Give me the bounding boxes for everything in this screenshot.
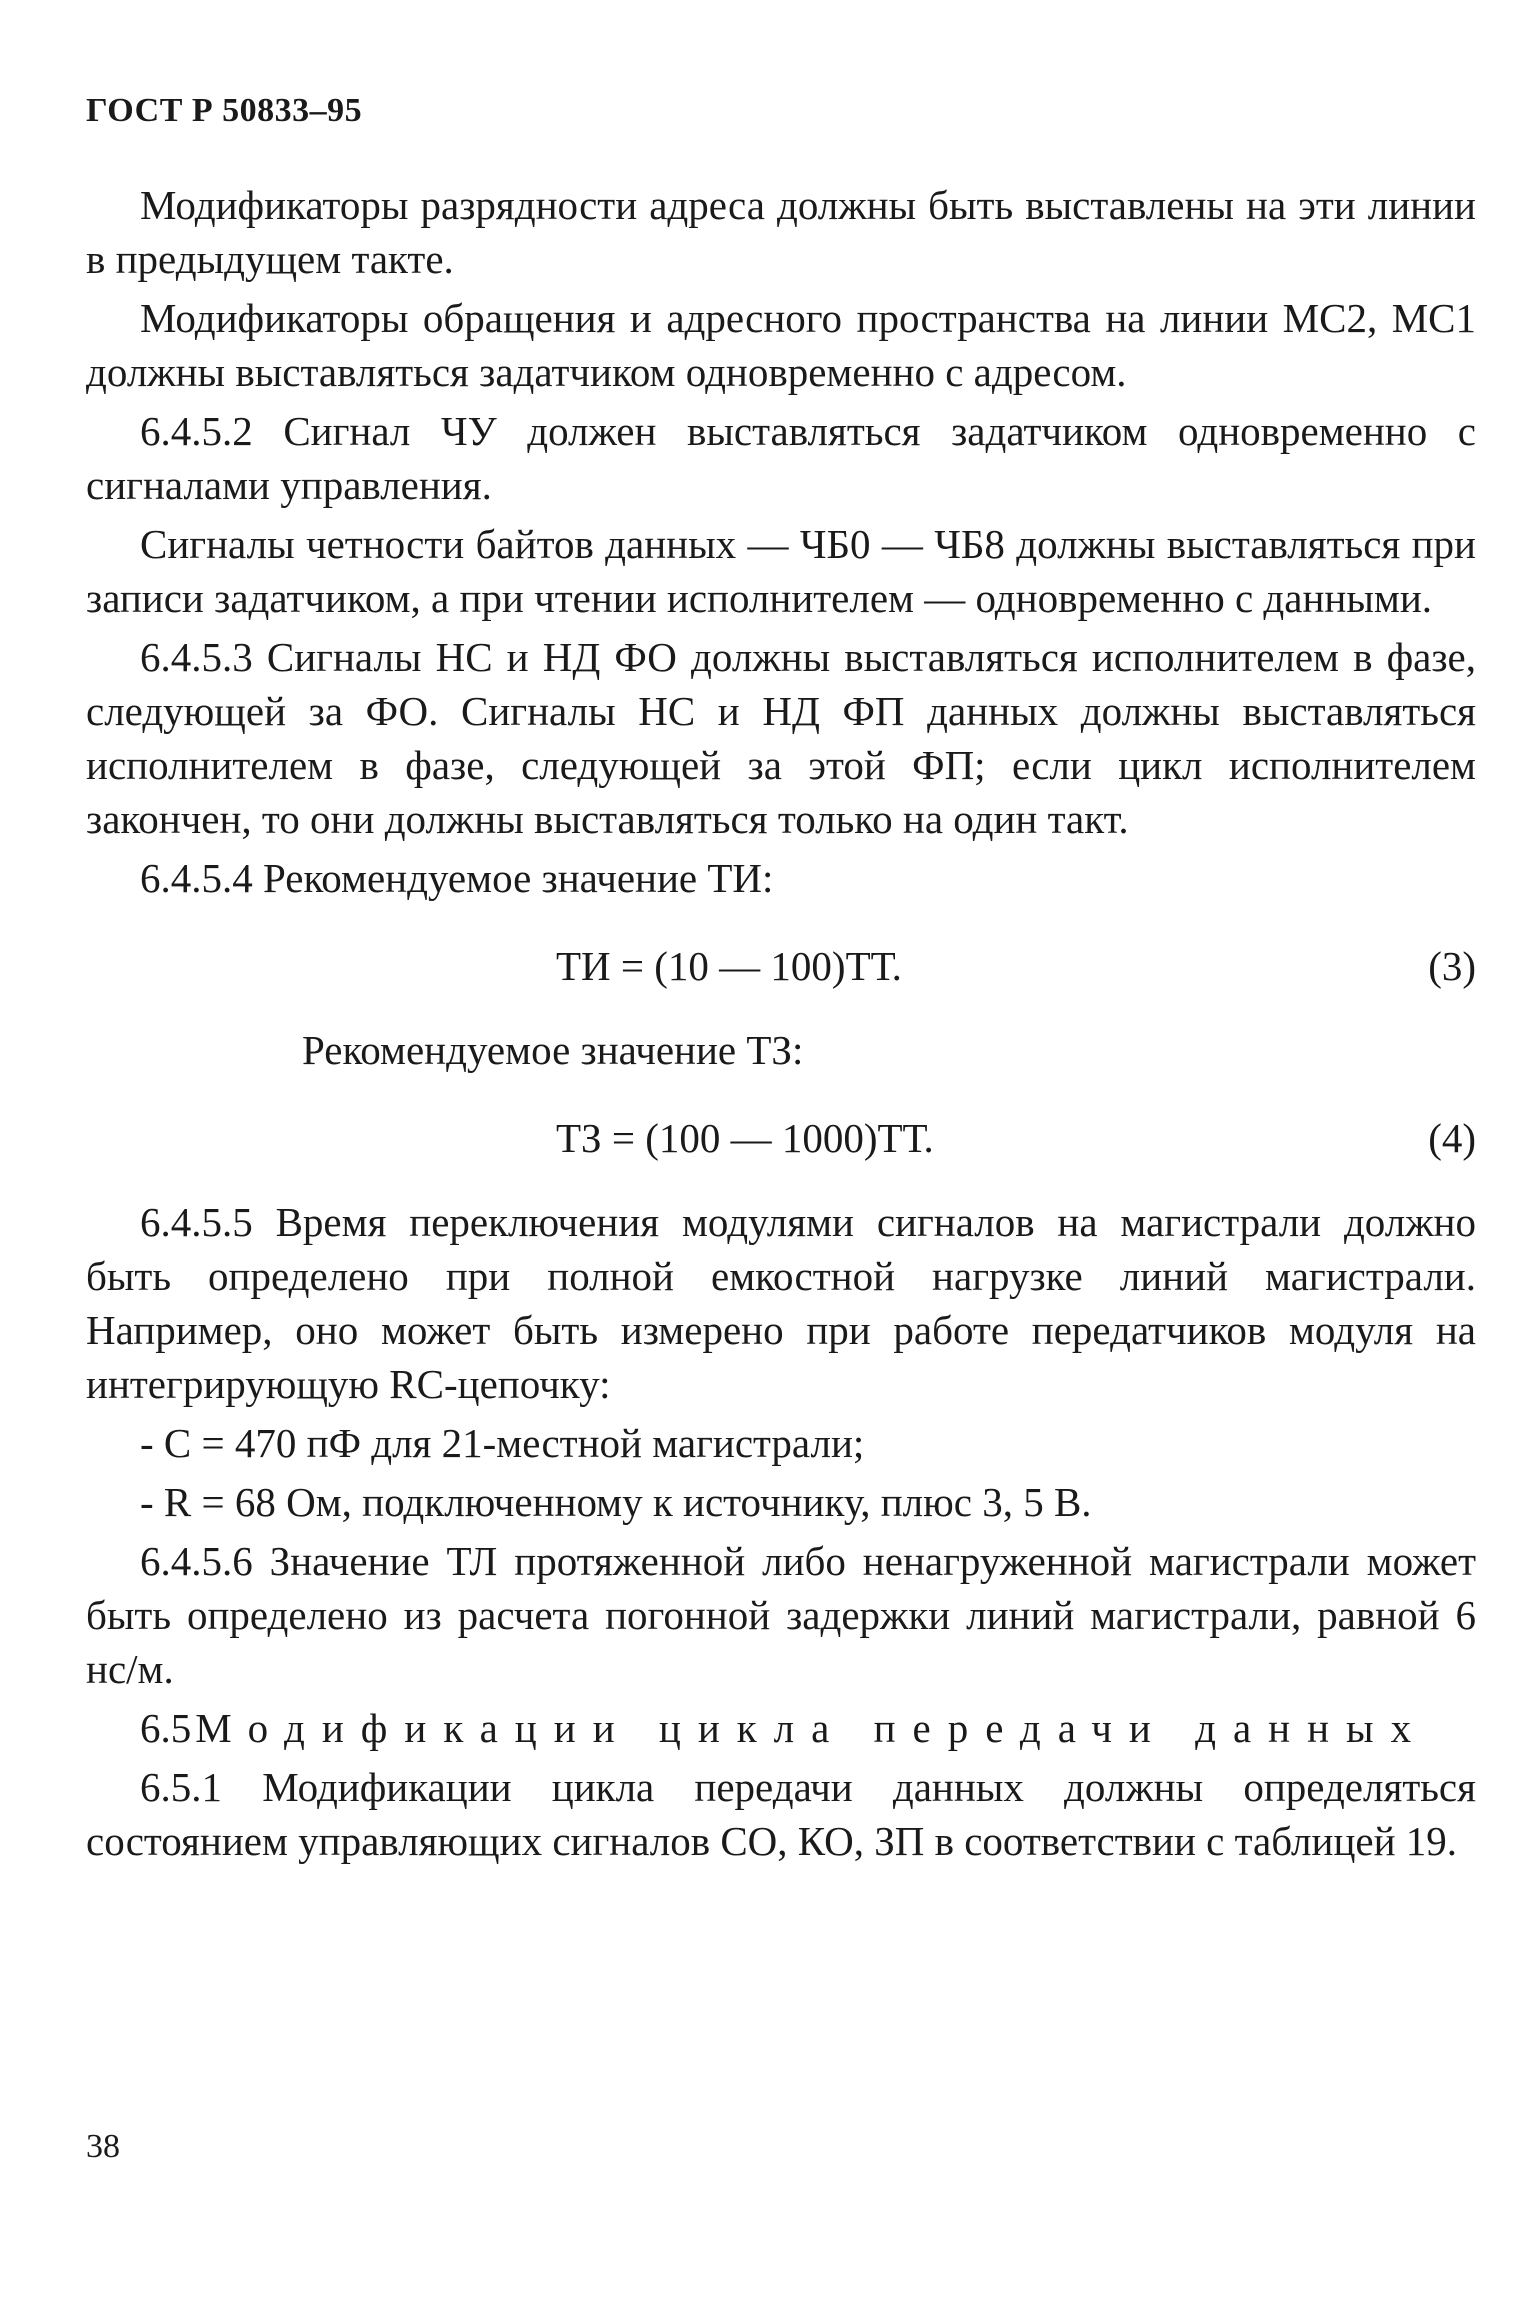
list-item: - С = 470 пФ для 21-местной магистрали; (140, 1420, 865, 1466)
paragraph: 6.4.5.4 Рекомендуемое значение ТИ: (140, 855, 774, 901)
section-heading (86, 1701, 1476, 1755)
paragraph: 6.4.5.3 Сигналы НС и НД ФО должны выставляться исполнителем в фазе, следующей за ФО. Сигналы НС и НД ФП данных должны выставляться исполнителем в фазе, следующей за этой ФП; если цикл исполнителем закончен, то они должны выставляться только на один такт. (86, 634, 1476, 842)
section-number: 6.5 (140, 1705, 192, 1751)
paragraph: 6.4.5.6 Значение ТЛ протяженной либо ненагруженной магистрали может быть определено из расчета погонной задержки линий магистрали, равной 6 нс/м. (86, 1538, 1476, 1692)
section-title: Модификации цикла передачи данных (195, 1705, 1429, 1751)
paragraph: Рекомендуемое значение ТЗ: (302, 1027, 804, 1073)
formula-3 (86, 939, 1476, 993)
paragraph: 6.4.5.2 Сигнал ЧУ должен выставляться задатчиком одновременно с сигналами управления. (86, 408, 1476, 508)
formula-expression: ТЗ = (100 — 1000)ТТ. (556, 1115, 934, 1161)
formula-expression: ТИ = (10 — 100)ТТ. (556, 943, 902, 989)
paragraph: 6.4.5.5 Время переключения модулями сигналов на магистрали должно быть определено при полной емкостной нагрузке линий магистрали. Например, оно может быть измерено при работе передатчиков модуля на интегрирующую RC-цепочку: (86, 1199, 1476, 1407)
formula-number: (3) (1428, 943, 1476, 989)
paragraph: Модификаторы разрядности адреса должны быть выставлены на эти линии в предыдущем такте. (86, 182, 1476, 282)
formula-number: (4) (1428, 1115, 1476, 1161)
paragraph: 6.5.1 Модификации цикла передачи данных должны определяться состоянием управляющих сигналов СО, КО, ЗП в соответствии с таблицей 19. (86, 1764, 1476, 1864)
document-body (86, 178, 1476, 1873)
formula-4 (86, 1111, 1476, 1165)
page-number: 38 (86, 2128, 120, 2165)
list-item: - R = 68 Ом, подключенному к источнику, плюс 3, 5 В. (140, 1479, 1092, 1525)
document-header: ГОСТ Р 50833–95 (86, 92, 363, 129)
paragraph: Сигналы четности байтов данных — ЧБ0 — ЧБ8 должны выставляться при записи задатчиком, а при чтении исполнителем — одновременно с данными. (86, 521, 1476, 621)
paragraph: Модификаторы обращения и адресного пространства на линии МС2, МС1 должны выставляться задатчиком одновременно с адресом. (86, 295, 1476, 395)
